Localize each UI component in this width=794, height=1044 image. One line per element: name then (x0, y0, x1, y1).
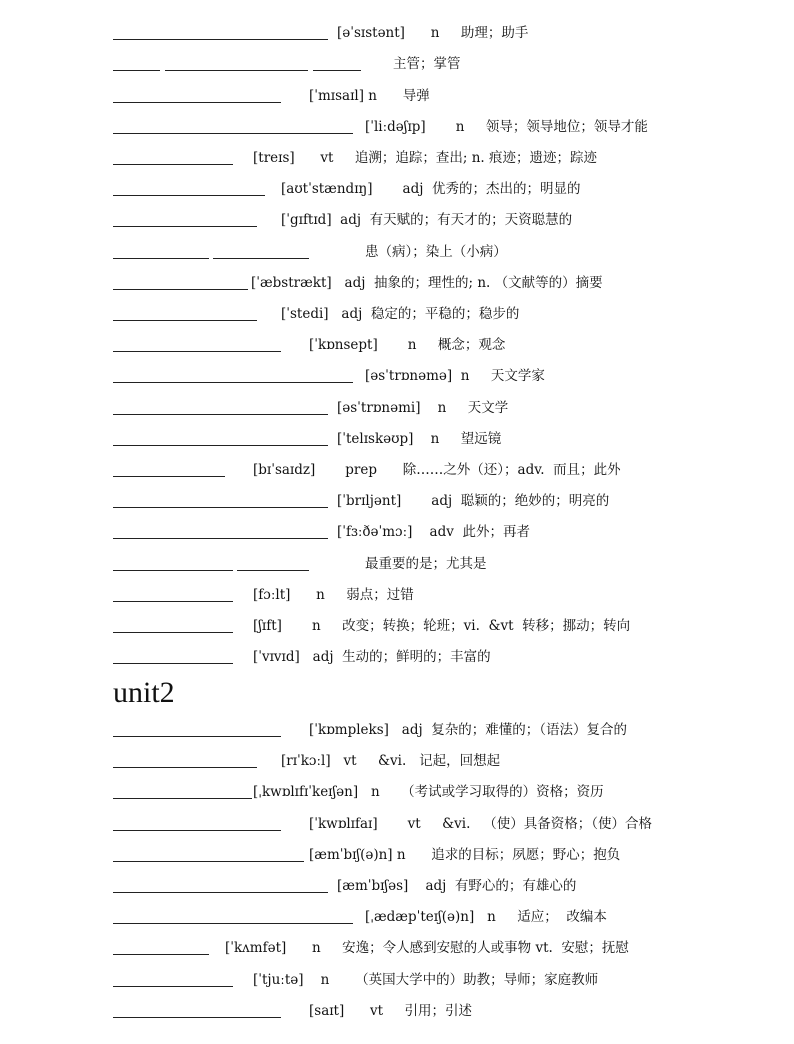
list-item (0, 52, 794, 80)
list-item (0, 177, 794, 205)
entry-text: [ˈæbstrækt] adj 抽象的；理性的; n. （文献等的）摘要 (251, 275, 603, 291)
entry-text: [ˈliːdəʃɪp] n 领导；领导地位；领导才能 (365, 119, 648, 135)
entry-text: [ˈbrɪljənt] adj 聪颖的；绝妙的；明亮的 (337, 493, 610, 509)
list-item (0, 645, 794, 673)
list-item (0, 240, 794, 268)
answer-blank[interactable] (113, 382, 353, 383)
list-item (0, 905, 794, 933)
answer-blank[interactable] (113, 226, 257, 227)
entry-text: 主管；掌管 (393, 56, 461, 72)
list-item (0, 812, 794, 840)
answer-blank[interactable] (113, 164, 233, 165)
entry-text: [ˈmɪsaɪl] n 导弹 (309, 88, 430, 104)
list-item (0, 614, 794, 642)
list-item (0, 333, 794, 361)
list-item (0, 271, 794, 299)
entry-text: [ˈkwɒlɪfaɪ] vt &vi. （使）具备资格；（使）合格 (309, 816, 653, 832)
entry-text: [æmˈbɪʃ(ə)n] n 追求的目标；夙愿；野心；抱负 (309, 847, 621, 863)
list-item (0, 458, 794, 486)
entry-text: [aʊtˈstændɪŋ] adj 优秀的；杰出的；明显的 (281, 181, 581, 197)
answer-blank[interactable] (113, 195, 265, 196)
section-heading: unit2 (113, 676, 175, 709)
entry-text: [ˈgɪftɪd] adj 有天赋的；有天才的；天资聪慧的 (281, 212, 573, 228)
answer-blank[interactable] (113, 923, 353, 924)
entry-text: [ˈtelɪskəʊp] n 望远镜 (337, 431, 502, 447)
answer-blank[interactable] (113, 289, 248, 290)
list-item (0, 364, 794, 392)
entry-text: 患（病）；染上（小病） (365, 244, 507, 260)
answer-blank[interactable] (113, 70, 160, 71)
answer-blank[interactable] (113, 892, 328, 893)
entry-text: [fɔːlt] n 弱点；过错 (253, 587, 414, 603)
answer-blank[interactable] (113, 39, 328, 40)
entry-text: [ˈkʌmfət] n 安逸；令人感到安慰的人或事物 vt. 安慰；抚慰 (225, 940, 629, 956)
answer-blank[interactable] (113, 736, 281, 737)
answer-blank[interactable] (113, 986, 233, 987)
list-item (0, 843, 794, 871)
list-item (0, 489, 794, 517)
entry-text: [əˈsɪstənt] n 助理；助手 (337, 25, 529, 41)
answer-blank[interactable] (113, 830, 281, 831)
answer-blank[interactable] (113, 445, 328, 446)
list-item (0, 874, 794, 902)
entry-text: [ˈtjuːtə] n （英国大学中的）助教；导师；家庭教师 (253, 972, 599, 988)
list-item (0, 583, 794, 611)
list-item (0, 396, 794, 424)
answer-blank[interactable] (237, 570, 309, 571)
answer-blank[interactable] (113, 476, 225, 477)
entry-text: [saɪt] vt 引用；引述 (309, 1003, 473, 1019)
entry-text: [ˈkɒnsept] n 概念；观念 (309, 337, 506, 353)
answer-blank[interactable] (113, 954, 209, 955)
list-item (0, 718, 794, 746)
list-item (0, 552, 794, 580)
answer-blank[interactable] (113, 133, 353, 134)
entry-text: [bɪˈsaɪdz] prep 除……之外（还）；adv. 而且；此外 (253, 462, 621, 478)
answer-blank[interactable] (113, 663, 233, 664)
answer-blank[interactable] (113, 570, 233, 571)
entry-text: [treɪs] vt 追溯；追踪；查出; n. 痕迹；遗迹；踪迹 (253, 150, 598, 166)
list-item (0, 208, 794, 236)
answer-blank[interactable] (113, 767, 257, 768)
entry-text: [əsˈtrɒnəmə] n 天文学家 (365, 368, 545, 384)
answer-blank[interactable] (165, 70, 308, 71)
entry-text: [æmˈbɪʃəs] adj 有野心的；有雄心的 (337, 878, 577, 894)
list-item (0, 427, 794, 455)
list-item (0, 780, 794, 808)
answer-blank[interactable] (213, 258, 309, 259)
answer-blank[interactable] (113, 320, 257, 321)
answer-blank[interactable] (113, 798, 252, 799)
answer-blank[interactable] (113, 507, 328, 508)
entry-text: [əsˈtrɒnəmi] n 天文学 (337, 400, 509, 416)
entry-text: [ˈkɒmpleks] adj 复杂的；难懂的；（语法）复合的 (309, 722, 628, 738)
list-item (0, 968, 794, 996)
answer-blank[interactable] (113, 351, 281, 352)
entry-text: [ˈvɪvɪd] adj 生动的；鲜明的；丰富的 (253, 649, 491, 665)
list-item (0, 302, 794, 330)
list-item (0, 749, 794, 777)
answer-blank[interactable] (113, 258, 209, 259)
list-item (0, 115, 794, 143)
list-item (0, 146, 794, 174)
answer-blank[interactable] (113, 1017, 281, 1018)
entry-text: [ˌædæpˈteɪʃ(ə)n] n 适应； 改编本 (365, 909, 607, 925)
answer-blank[interactable] (113, 601, 233, 602)
list-item (0, 84, 794, 112)
answer-blank[interactable] (113, 538, 328, 539)
list-item (0, 936, 794, 964)
answer-blank[interactable] (113, 861, 304, 862)
answer-blank[interactable] (113, 632, 233, 633)
answer-blank[interactable] (113, 102, 281, 103)
answer-blank[interactable] (113, 414, 328, 415)
list-item (0, 520, 794, 548)
list-item (0, 21, 794, 49)
entry-text: [ʃɪft] n 改变；转换；轮班；vi. &vt 转移；挪动；转向 (253, 618, 631, 634)
entry-text: [rɪˈkɔːl] vt &vi. 记起，回想起 (281, 753, 501, 769)
list-item (0, 999, 794, 1027)
answer-blank[interactable] (313, 70, 361, 71)
entry-text: 最重要的是；尤其是 (365, 556, 487, 572)
entry-text: [ˈfɜːðəˈmɔː] adv 此外；再者 (337, 524, 530, 540)
entry-text: [ˌkwɒlɪfɪˈkeɪʃən] n （考试或学习取得的）资格；资历 (253, 784, 604, 800)
entry-text: [ˈstedi] adj 稳定的；平稳的；稳步的 (281, 306, 520, 322)
